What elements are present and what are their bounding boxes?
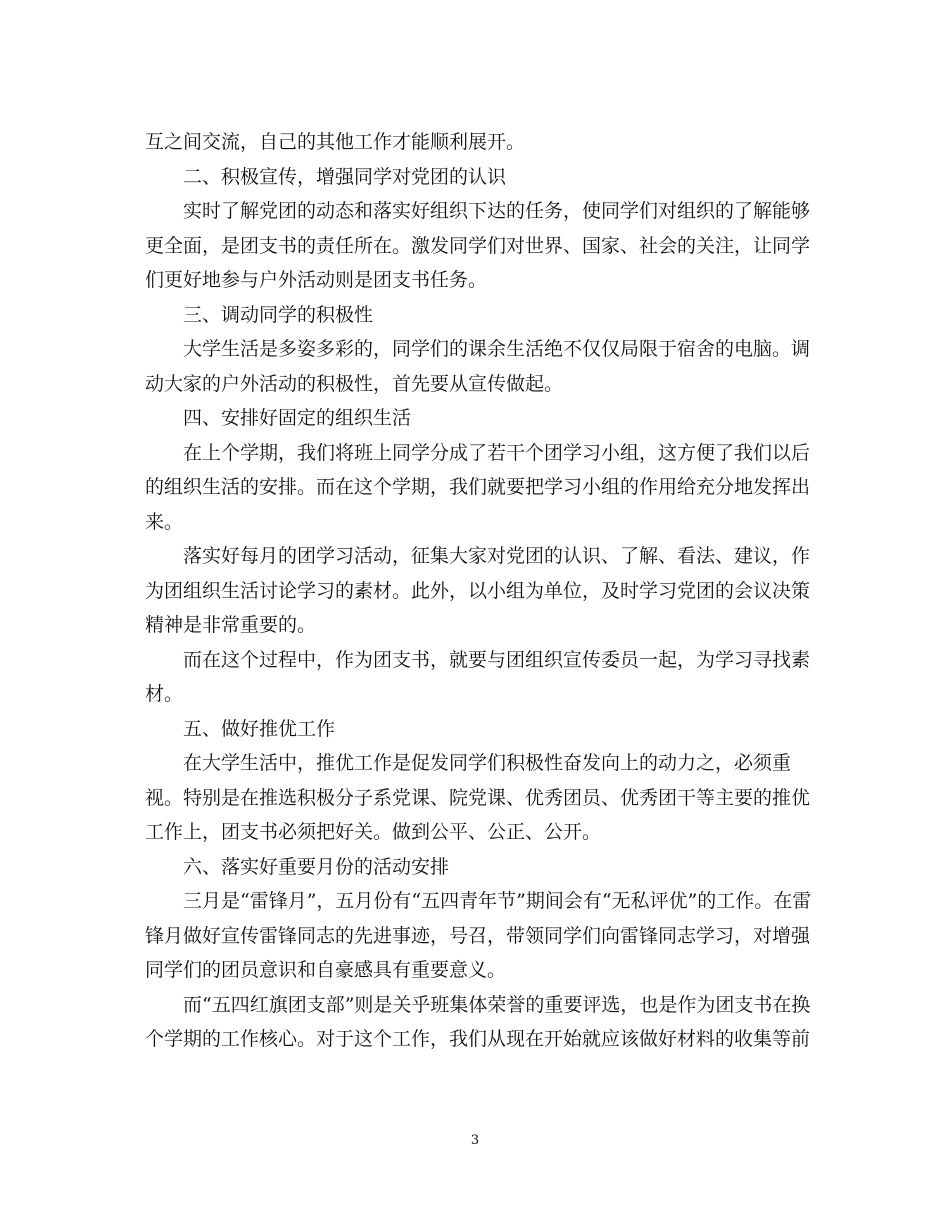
text-line: 二、积极宣传，增强同学对党团的认识 <box>183 165 507 188</box>
text-line: 材。 <box>145 683 184 705</box>
text-line: 同学们的团员意识和自豪感具有重要意义。 <box>145 959 507 981</box>
text-line: 来。 <box>145 510 184 533</box>
text-line: 精神是非常重要的。 <box>145 614 317 636</box>
text-line: 三、调动同学的积极性 <box>183 303 374 326</box>
text-line: 而“五四红旗团支部”则是关乎班集体荣誉的重要评选，也是作为团支书在换 <box>183 993 811 1016</box>
text-line: 更全面，是团支书的责任所在。激发同学们对世界、国家、社会的关注，让同学 <box>145 234 811 257</box>
text-line: 大学生活是多姿多彩的，同学们的课余生活绝不仅仅局限于宿舍的电脑。调 <box>183 338 811 360</box>
text-line: 在大学生活中，推优工作是促发同学们积极性奋发向上的动力之，必须重 <box>183 752 792 774</box>
text-line: 三月是“雷锋月”，五月份有“五四青年节”期间会有“无私评优”的工作。在雷 <box>183 890 812 912</box>
text-line: 而在这个过程中，作为团支书，就要与团组织宣传委员一起，为学习寻找素 <box>183 648 811 671</box>
text-line: 为团组织生活讨论学习的素材。此外，以小组为单位，及时学习党团的会议决策 <box>145 579 811 602</box>
text-line: 的组织生活的安排。而在这个学期，我们就要把学习小组的作用给充分地发挥出 <box>145 476 811 498</box>
text-line: 动大家的户外活动的积极性，首先要从宣传做起。 <box>145 372 564 395</box>
text-line: 互之间交流，自己的其他工作才能顺利展开。 <box>145 131 526 153</box>
text-line: 们更好地参与户外活动则是团支书任务。 <box>145 269 488 291</box>
text-line: 六、落实好重要月份的活动安排 <box>183 855 450 878</box>
text-line: 视。特别是在推选积极分子系党课、院党课、优秀团员、优秀团干等主要的推优 <box>145 786 811 809</box>
text-line: 锋月做好宣传雷锋同志的先进事迹，号召，带领同学们向雷锋同志学习，对增强 <box>145 924 811 947</box>
page-number: 3 <box>470 1133 480 1148</box>
text-line: 四、安排好固定的组织生活 <box>183 407 412 429</box>
text-line: 在上个学期，我们将班上同学分成了若干个团学习小组，这方便了我们以后 <box>183 441 811 464</box>
text-line: 实时了解党团的动态和落实好组织下达的任务，使同学们对组织的了解能够 <box>183 200 811 222</box>
text-line: 工作上，团支书必须把好关。做到公平、公正、公开。 <box>145 821 602 843</box>
document-body <box>145 125 812 1057</box>
text-line: 个学期的工作核心。对于这个工作，我们从现在开始就应该做好材料的收集等前 <box>145 1028 811 1050</box>
text-line: 五、做好推优工作 <box>183 717 336 740</box>
text-line: 落实好每月的团学习活动，征集大家对党团的认识、了解、看法、建议，作 <box>183 545 811 567</box>
